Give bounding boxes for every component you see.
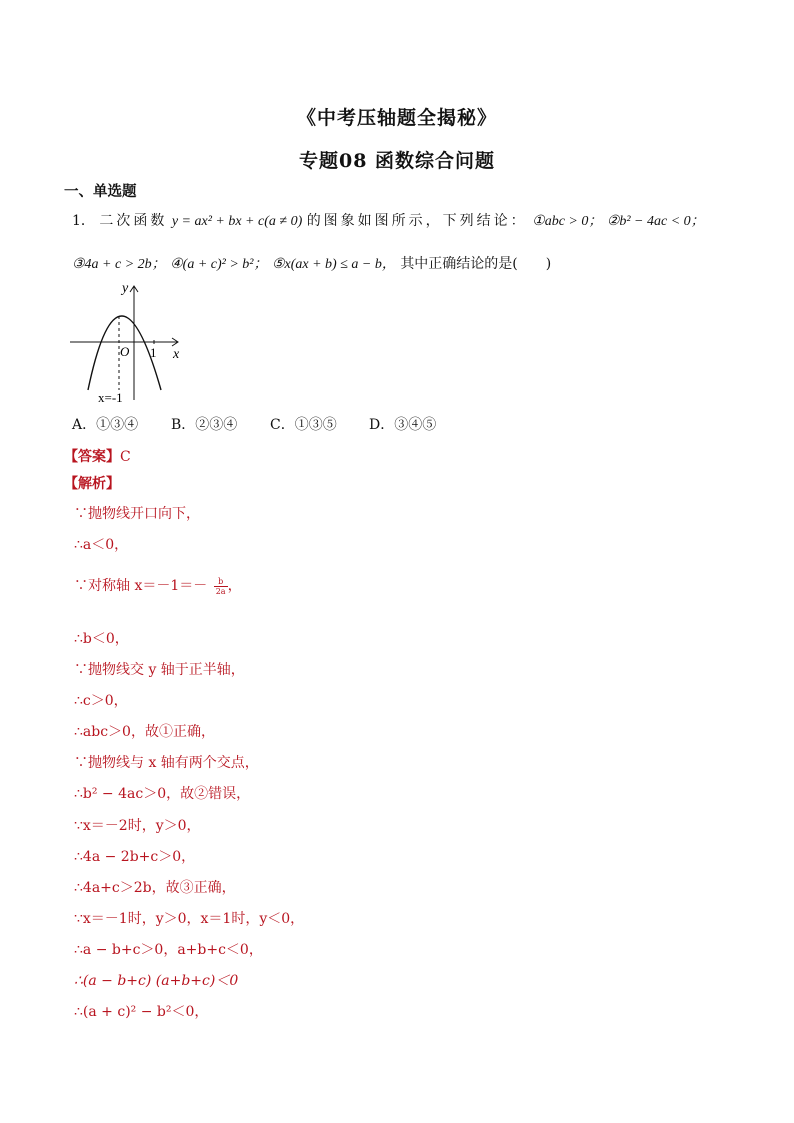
analysis-line: ∵x＝－1时，y＞0，x＝1时，y＜0， [74, 911, 305, 927]
conclusion-5: ⑤x(ax + b) ≤ a − b， [271, 257, 396, 272]
analysis-line: ∴(a − b+c) (a+b+c)＜0 [74, 973, 239, 989]
conclusion-1: ①abc > 0； [532, 214, 603, 229]
analysis-tag: 【解析】 [64, 476, 120, 492]
analysis-line: ∵抛物线与 x 轴有两个交点， [74, 755, 259, 771]
answer-line [64, 446, 131, 466]
section-heading: 一、单选题 [64, 183, 137, 200]
question-stem-line-1 [72, 210, 705, 230]
conclusion-4: ④(a + c)² > b²； [170, 257, 268, 272]
analysis-line-symmetry: ∵对称轴 x＝－1＝－ $\frac{b}{2a}$ ， [74, 576, 242, 596]
question-number: 1． [72, 213, 95, 229]
option-a[interactable]: A．①③④ [72, 417, 139, 433]
parabola-graph [66, 280, 196, 406]
analysis-line: ∴(a + c)² − b²＜0， [74, 1004, 209, 1020]
answer-tag: 【答案】 [64, 449, 120, 465]
option-d[interactable]: D．③④⑤ [369, 417, 437, 433]
symmetry-axis-label: x=-1 [98, 390, 123, 405]
stem-suffix: 其中正确结论的是( ) [400, 256, 552, 272]
analysis-line: ∴4a − 2b+c＞0， [74, 849, 196, 865]
option-b[interactable]: B．②③④ [171, 417, 238, 433]
fraction-b-over-2a: $\frac{b}{2a}$ [215, 576, 226, 596]
analysis-line: ∴b＜0， [74, 631, 129, 647]
stem-mid: 的图象如图所示，下列结论： [306, 213, 528, 229]
topic-title: 专题08 函数综合问题 [298, 150, 496, 172]
analysis-line: ∵x＝－2时，y＞0， [74, 818, 201, 834]
analysis-line: ∴c＞0， [74, 693, 128, 709]
analysis-line: ∴a＜0， [74, 537, 129, 553]
book-title: 《中考压轴题全揭秘》 [296, 107, 497, 129]
conclusion-3: ③4a + c > 2b； [72, 257, 166, 272]
tick-one-label: 1 [150, 345, 157, 360]
analysis-line: ∵抛物线交 y 轴于正半轴， [74, 662, 245, 678]
x-axis-label: x [173, 347, 180, 362]
stem-prefix: 二次函数 [99, 213, 168, 229]
option-c[interactable]: C．①③⑤ [270, 417, 337, 433]
analysis-line: ∴b² − 4ac＞0，故②错误， [74, 786, 251, 802]
y-axis-label: y [122, 281, 129, 296]
answer-value: C [120, 449, 131, 465]
analysis-line: ∴abc＞0，故①正确， [74, 724, 215, 740]
stem-formula: y = ax² + bx + c(a ≠ 0) [171, 214, 303, 229]
analysis-line: ∴4a+c＞2b，故③正确， [74, 880, 236, 896]
conclusion-2: ②b² − 4ac < 0； [606, 214, 705, 229]
analysis-line: ∵抛物线开口向下， [74, 506, 200, 522]
origin-label: O [120, 344, 130, 359]
question-stem-line-2 [72, 253, 551, 273]
analysis-line: ∴a − b+c＞0，a+b+c＜0， [74, 942, 263, 958]
